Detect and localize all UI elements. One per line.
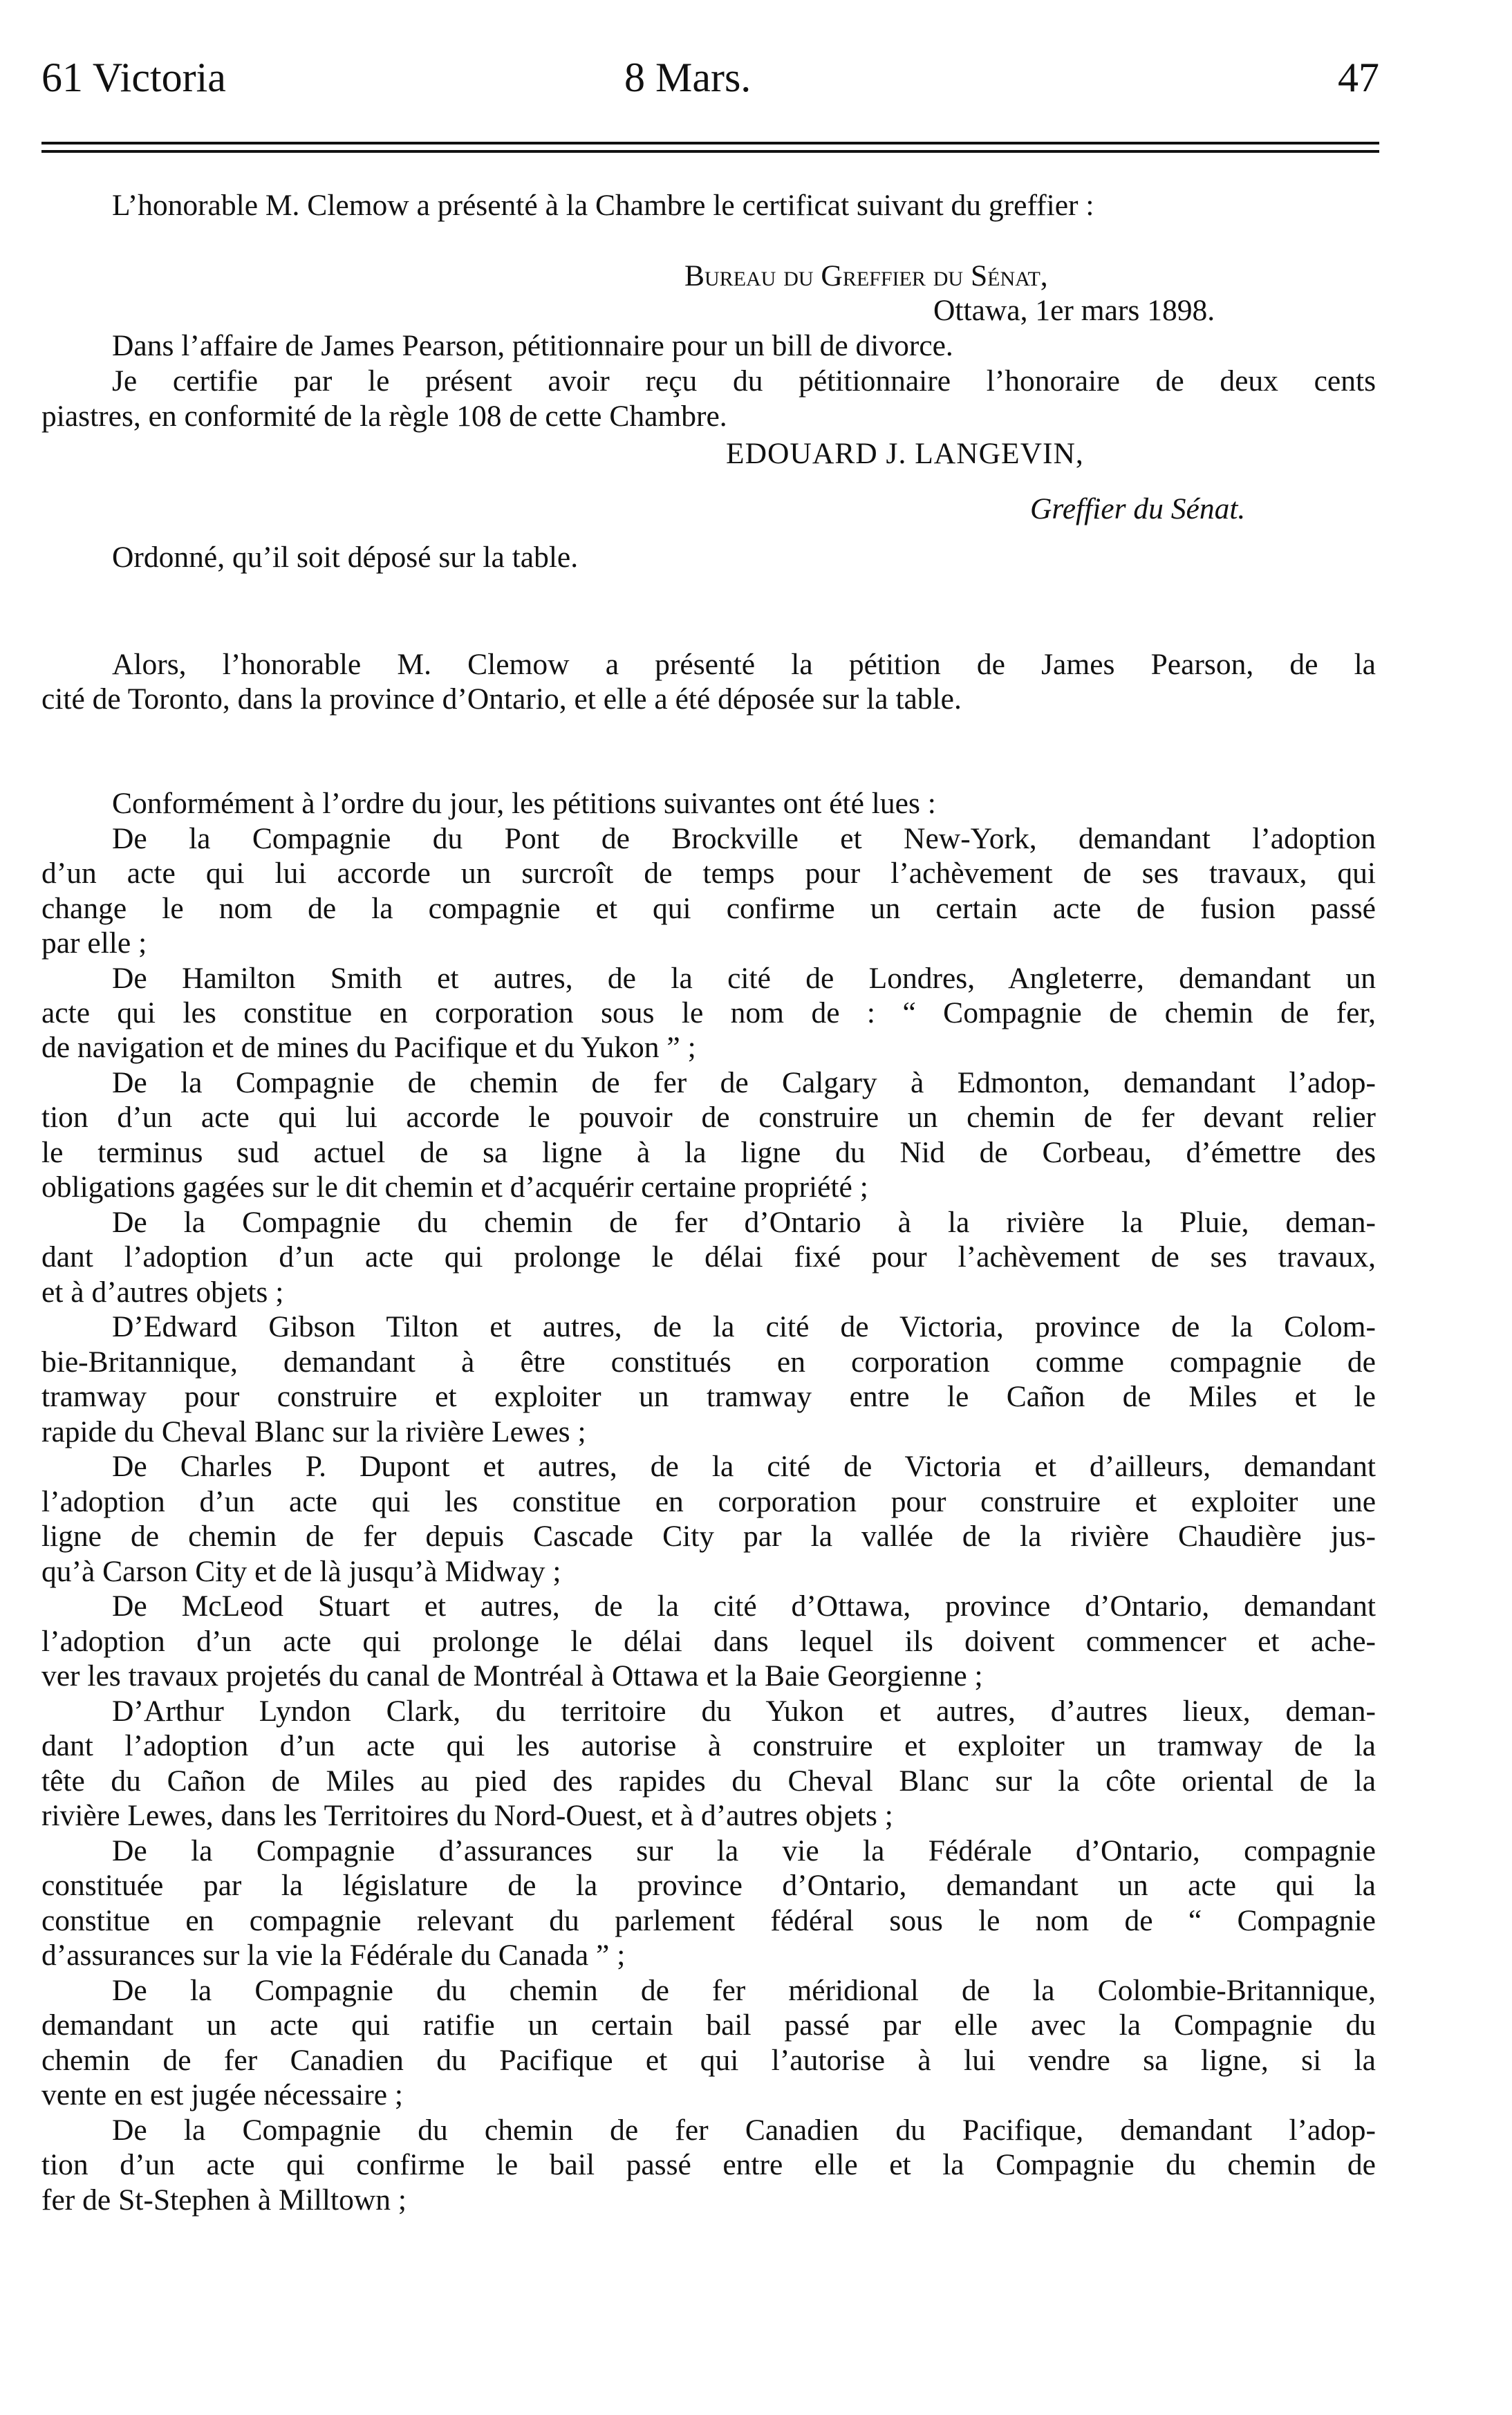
text-line: ver les travaux projetés du canal de Montréal à Ottawa et la Baie Georgienne ; [41, 1659, 983, 1693]
text-line: De la Compagnie de chemin de fer de Calgary à Edmonton, demandant l’adop- [112, 1066, 1376, 1099]
text-line: cité de Toronto, dans la province d’Ontario, et elle a été déposée sur la table. [41, 682, 962, 716]
text-line: tramway pour construire et exploiter un tramway entre le Cañon de Miles et le [41, 1380, 1376, 1413]
text-line: obligations gagées sur le dit chemin et d’acquérir certaine propriété ; [41, 1171, 868, 1204]
text-line: demandant un acte qui ratifie un certain bail passé par elle avec la Compagnie du [41, 2008, 1376, 2042]
text-line: qu’à Carson City et de là jusqu’à Midway ; [41, 1555, 561, 1588]
text-line: de navigation et de mines du Pacifique et du Yukon ” ; [41, 1031, 696, 1064]
text-line: d’un acte qui lui accorde un surcroît de temps pour l’achèvement de ses travaux, qui [41, 857, 1376, 890]
text-line: acte qui les constitue en corporation sous le nom de : “ Compagnie de chemin de fer, [41, 996, 1376, 1029]
text-line: Ottawa, 1er mars 1898. [933, 294, 1215, 327]
text-line: rapide du Cheval Blanc sur la rivière Lewes ; [41, 1415, 586, 1448]
text-line: Dans l’affaire de James Pearson, pétitionnaire pour un bill de divorce. [112, 329, 953, 362]
text-line: De la Compagnie du chemin de fer méridional de la Colombie-Britannique, [112, 1974, 1376, 2007]
text-line: et à d’autres objets ; [41, 1276, 284, 1309]
text-line: De Hamilton Smith et autres, de la cité de Londres, Angleterre, demandant un [112, 962, 1376, 995]
text-line: l’adoption d’un acte qui prolonge le délai dans lequel ils doivent commencer et ache- [41, 1625, 1376, 1658]
text-line: le terminus sud actuel de sa ligne à la ligne du Nid de Corbeau, d’émettre des [41, 1136, 1376, 1169]
text-line: Alors, l’honorable M. Clemow a présenté la pétition de James Pearson, de la [112, 648, 1376, 681]
text-line: D’Arthur Lyndon Clark, du territoire du Yukon et autres, d’autres lieux, deman- [112, 1695, 1376, 1728]
text-line: tion d’un acte qui lui accorde le pouvoir de construire un chemin de fer devant relier [41, 1101, 1376, 1134]
text-line: Ordonné, qu’il soit déposé sur la table. [112, 541, 579, 574]
text-line: fer de St-Stephen à Milltown ; [41, 2183, 407, 2217]
text-line: tion d’un acte qui confirme le bail passé entre elle et la Compagnie du chemin de [41, 2148, 1376, 2181]
text-line: change le nom de la compagnie et qui confirme un certain acte de fusion passé [41, 892, 1376, 925]
text-line: constituée par la législature de la province d’Ontario, demandant un acte qui la [41, 1869, 1376, 1902]
text-line: De la Compagnie du Pont de Brockville et New-York, demandant l’adoption [112, 822, 1376, 855]
text-line: vente en est jugée nécessaire ; [41, 2078, 403, 2111]
text-line: Greffier du Sénat. [1030, 492, 1246, 525]
header-rule-top [41, 142, 1379, 144]
text-line: piastres, en conformité de la règle 108 de cette Chambre. [41, 400, 727, 433]
text-line: De la Compagnie d’assurances sur la vie la Fédérale d’Ontario, compagnie [112, 1834, 1376, 1867]
text-line: De McLeod Stuart et autres, de la cité d’Ottawa, province d’Ontario, demandant [112, 1589, 1376, 1623]
text-line: d’assurances sur la vie la Fédérale du Canada ” ; [41, 1939, 626, 1972]
text-line: bie-Britannique, demandant à être constitués en corporation comme compagnie de [41, 1345, 1376, 1379]
header-center: 8 Mars. [624, 55, 752, 100]
text-line: dant l’adoption d’un acte qui prolonge le délai fixé pour l’achèvement de ses travaux, [41, 1240, 1376, 1274]
text-line: De Charles P. Dupont et autres, de la cité de Victoria et d’ailleurs, demandant [112, 1450, 1376, 1483]
text-line: tête du Cañon de Miles au pied des rapides du Cheval Blanc sur la côte oriental de la [41, 1764, 1376, 1798]
text-line: Je certifie par le présent avoir reçu du pétitionnaire l’honoraire de deux cents [112, 364, 1376, 398]
text-line: Conformément à l’ordre du jour, les pétitions suivantes ont été lues : [112, 787, 936, 820]
text-line: l’adoption d’un acte qui les constitue en corporation pour construire et exploiter une [41, 1485, 1376, 1518]
text-line: constitue en compagnie relevant du parlement fédéral sous le nom de “ Compagnie [41, 1904, 1376, 1937]
text-line: par elle ; [41, 926, 147, 960]
text-line: ligne de chemin de fer depuis Cascade City par la vallée de la rivière Chaudière jus- [41, 1520, 1376, 1553]
text-line: D’Edward Gibson Tilton et autres, de la cité de Victoria, province de la Colom- [112, 1310, 1376, 1343]
text-line: dant l’adoption d’un acte qui les autorise à construire et exploiter un tramway de la [41, 1729, 1376, 1762]
text-line: Bureau du Greffier du Sénat, [684, 259, 1048, 292]
text-line: L’honorable M. Clemow a présenté à la Chambre le certificat suivant du greffier : [112, 189, 1094, 222]
text-line: De la Compagnie du chemin de fer d’Ontario à la rivière la Pluie, deman- [112, 1206, 1376, 1239]
text-line: De la Compagnie du chemin de fer Canadien du Pacifique, demandant l’adop- [112, 2114, 1376, 2147]
header-rule-bottom [41, 150, 1379, 153]
text-line: chemin de fer Canadien du Pacifique et qui l’autorise à lui vendre sa ligne, si la [41, 2044, 1376, 2077]
page-number: 47 [1338, 55, 1379, 100]
header-left: 61 Victoria [41, 55, 226, 100]
text-line: rivière Lewes, dans les Territoires du Nord-Ouest, et à d’autres objets ; [41, 1799, 893, 1832]
text-line: EDOUARD J. LANGEVIN, [726, 437, 1084, 470]
